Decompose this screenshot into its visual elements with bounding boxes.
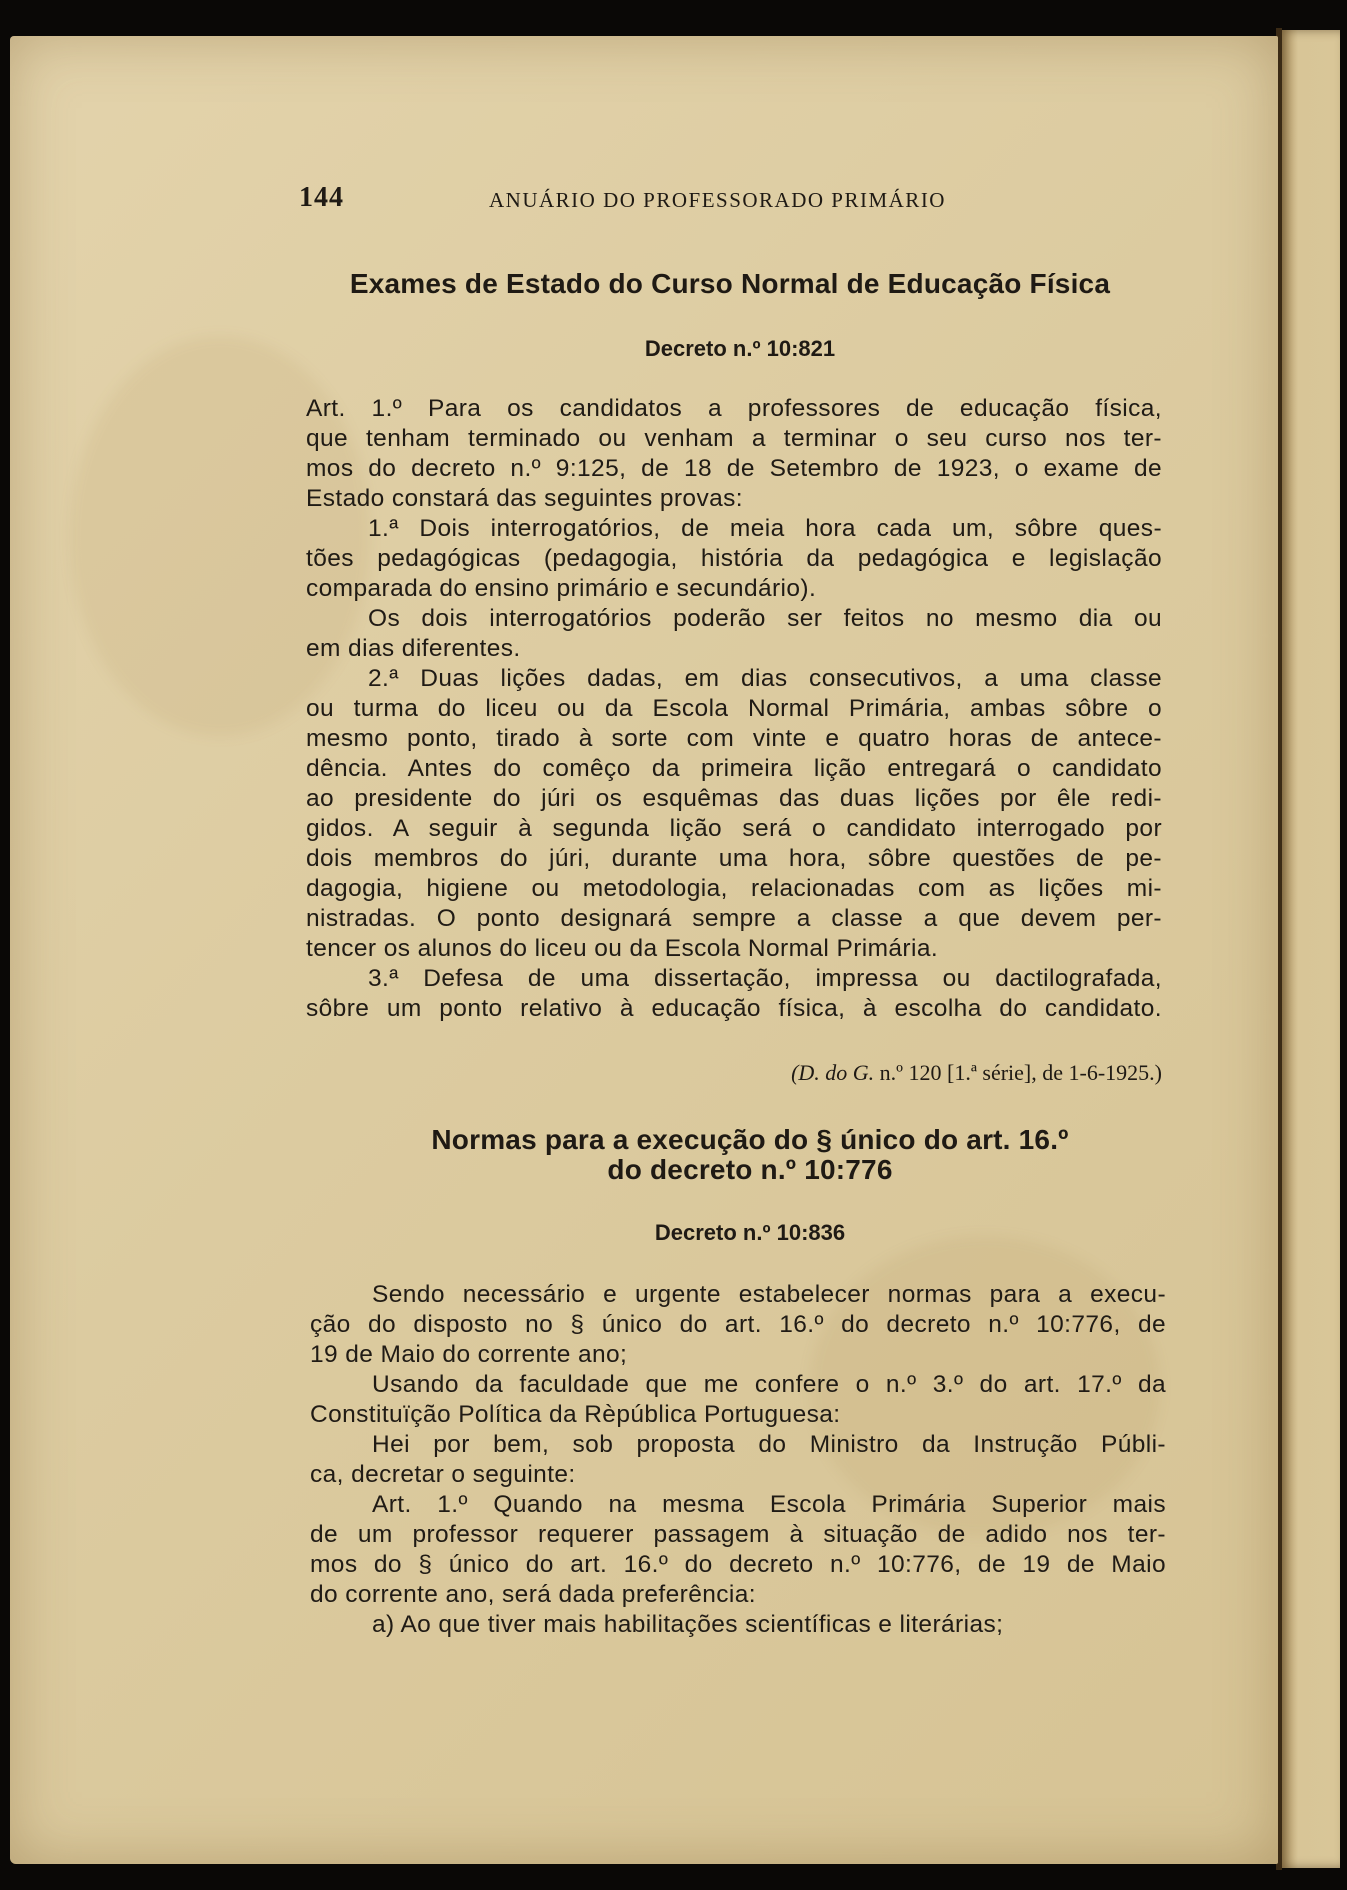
text-line: ca, decretar o seguinte: (310, 1461, 576, 1488)
citation (622, 1060, 1162, 1086)
text-line: ao presidente do júri os esquêmas das duas lições por êle redi- (306, 785, 1162, 812)
text-line: Estado constará das seguintes provas: (306, 485, 743, 512)
running-header (299, 182, 979, 222)
text-line: Constituïção Política da Rèpública Portuguesa: (310, 1401, 841, 1428)
text-line: ção do disposto no § único do art. 16.º do decreto n.º 10:776, de (310, 1311, 1166, 1338)
text-line: Sendo necessário e urgente estabelecer normas para a execu- (372, 1281, 1166, 1308)
text-line: 3.ª Defesa de uma dissertação, impressa ou dactilografada, (368, 965, 1162, 992)
text-line: comparada do ensino primário e secundário). (306, 575, 817, 602)
text-line: 1.ª Dois interrogatórios, de meia hora cada um, sôbre ques- (368, 515, 1162, 542)
section-body (310, 1280, 1166, 1640)
text-line: 2.ª Duas lições dadas, em dias consecutivos, a uma classe (368, 665, 1162, 692)
decree-number: Decreto n.º 10:836 (654, 1220, 846, 1245)
section-title: Exames de Estado do Curso Normal de Educação Física (349, 268, 1111, 299)
section-body (306, 394, 1162, 1024)
decree-number: Decreto n.º 10:821 (644, 336, 836, 361)
citation-details: n.º 120 [1.ª série], de 1-6-1925.) (879, 1060, 1162, 1085)
text-line: Hei por bem, sob proposta do Ministro da Instrução Públi- (372, 1431, 1166, 1458)
text-line: mesmo ponto, tirado à sorte com vinte e quatro horas de antece- (306, 725, 1162, 752)
text-line: nistradas. O ponto designará sempre a classe a que devem per- (306, 905, 1162, 932)
text-line: sôbre um ponto relativo à educação física, à escolha do candidato. (306, 995, 1162, 1022)
book-page (10, 36, 1278, 1864)
text-line: Usando da faculdade que me confere o n.º 3.º do art. 17.º da (372, 1371, 1166, 1398)
text-line: Os dois interrogatórios poderão ser feitos no mesmo dia ou (368, 605, 1162, 632)
citation-source: (D. do G. (791, 1060, 875, 1085)
text-line: mos do § único do art. 16.º do decreto n.º 10:776, de 19 de Maio (310, 1551, 1166, 1578)
text-line: dois membros do júri, durante uma hora, sôbre questões de pe- (306, 845, 1162, 872)
text-line: do corrente ano, será dada preferência: (310, 1581, 756, 1608)
text-line: mos do decreto n.º 9:125, de 18 de Setembro de 1923, o exame de (306, 455, 1162, 482)
section-title-line-1: Normas para a execução do § único do art. 16.º (431, 1124, 1069, 1155)
text-line: a) Ao que tiver mais habilitações scientíficas e literárias; (372, 1611, 1004, 1638)
text-line: Art. 1.º Quando na mesma Escola Primária Superior mais (372, 1491, 1166, 1518)
text-line: ou turma do liceu ou da Escola Normal Primária, ambas sôbre o (306, 695, 1162, 722)
text-line: tencer os alunos do liceu ou da Escola Normal Primária. (306, 935, 939, 962)
section-title-line-2: do decreto n.º 10:776 (607, 1154, 893, 1185)
text-line: de um professor requerer passagem à situação de adido nos ter- (310, 1521, 1166, 1548)
text-line: tões pedagógicas (pedagogia, história da pedagógica e legislação (306, 545, 1162, 572)
next-page-edge (1280, 30, 1340, 1868)
page-number: 144 (299, 182, 344, 213)
running-title: ANUÁRIO DO PROFESSORADO PRIMÁRIO (489, 188, 946, 212)
text-line: que tenham terminado ou venham a terminar o seu curso nos ter- (306, 425, 1162, 452)
text-line: em dias diferentes. (306, 635, 521, 662)
text-line: dagogia, higiene ou metodologia, relacionadas com as lições mi- (306, 875, 1162, 902)
text-line: gidos. A seguir à segunda lição será o candidato interrogado por (306, 815, 1162, 842)
text-line: Art. 1.º Para os candidatos a professores de educação física, (306, 395, 1162, 422)
text-line: 19 de Maio do corrente ano; (310, 1341, 628, 1368)
text-line: dência. Antes do comêço da primeira lição entregará o candidato (306, 755, 1162, 782)
